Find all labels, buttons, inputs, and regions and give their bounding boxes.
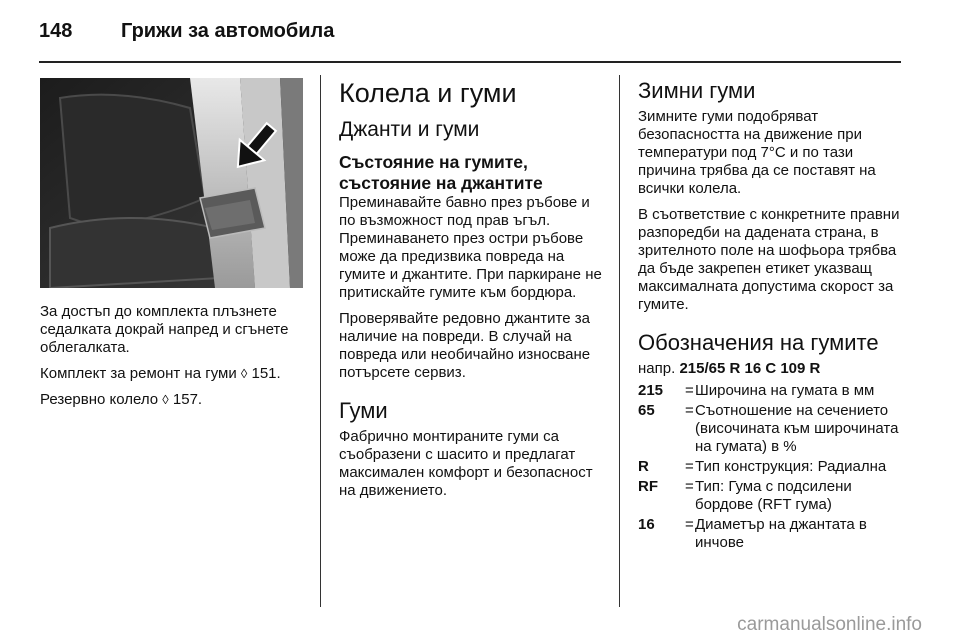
section-heading-wheels-tyres: Колела и гуми — [339, 78, 517, 108]
column-divider-left — [320, 75, 321, 607]
designation-code: 215 — [638, 382, 664, 399]
designation-description: Широчина на гумата в мм — [695, 382, 875, 399]
page-header — [39, 14, 901, 54]
list-item — [638, 516, 904, 552]
repair-kit-label: Комплект за ремонт на гуми — [40, 365, 237, 382]
page-ref-icon: ◊ — [162, 392, 169, 407]
equals-sign: = — [685, 478, 694, 495]
tyres-paragraph: Фабрично монтираните гуми са съобразени с шасито и предлагат максимален комфорт и безопасност на движението. — [339, 428, 593, 499]
list-item — [638, 382, 904, 400]
list-item — [638, 478, 904, 514]
designation-description: Съотношение на сечението (височината към широчината на гумата) в % — [695, 402, 899, 455]
example-prefix: напр. — [638, 360, 676, 377]
column-divider-right — [619, 75, 620, 607]
winter-tyres-paragraph-2: В съответствие с конкретните правни разпоредби на дадената страна, в зрителното поле на шофьора трябва да бъде закрепен етикет указващ максималната допустима скорост за гумите. — [638, 206, 900, 313]
column-right — [638, 78, 904, 554]
heading-winter-tyres: Зимни гуми — [638, 78, 756, 103]
designation-list — [638, 382, 904, 552]
designation-description: Тип конструкция: Радиална — [695, 458, 887, 475]
condition-paragraph-1: Преминавайте бавно през ръбове и по възможност под прав ъгъл. Преминаването през остри ръбове може да предизвика повреда на гумите и джантите. При паркиране не притискайте гумите към бордюра. — [339, 194, 602, 301]
heading-tyres: Гуми — [339, 398, 388, 423]
designation-example — [638, 360, 904, 378]
page-number: 148 — [39, 20, 73, 42]
seat-access-text: За достъп до комплекта плъзнете седалката докрай напред и сгънете облегалката. — [40, 303, 289, 356]
designation-code: R — [638, 458, 649, 475]
list-item — [638, 458, 904, 476]
page-title: Грижи за автомобила — [121, 20, 335, 42]
column-left — [40, 78, 303, 417]
header-rule — [39, 61, 901, 63]
designation-code: 65 — [638, 402, 655, 419]
equals-sign: = — [685, 402, 694, 419]
designation-code: 16 — [638, 516, 655, 533]
column-middle — [339, 78, 605, 508]
repair-kit-page-link[interactable]: 151. — [251, 365, 281, 382]
example-code: 215/65 R 16 C 109 R — [679, 360, 821, 377]
designation-code: RF — [638, 478, 658, 495]
heading-tyre-designations: Обозначения на гумите — [638, 330, 879, 355]
list-item — [638, 402, 904, 456]
seat-access-photo — [40, 78, 303, 288]
designation-description: Тип: Гума с подсилени бордове (RFT гума) — [695, 478, 852, 513]
repair-kit-text — [40, 365, 303, 383]
seat-photo-illustration — [40, 78, 303, 288]
subsection-heading-rims-tyres: Джанти и гуми — [339, 118, 480, 141]
equals-sign: = — [685, 382, 694, 399]
page-ref-icon: ◊ — [240, 366, 248, 381]
spare-wheel-label: Резервно колело — [40, 391, 159, 408]
heading-condition: Състояние на гумите, състояние на джантите — [339, 152, 543, 193]
designation-description: Диаметър на джантата в инчове — [695, 516, 867, 551]
equals-sign: = — [685, 516, 694, 533]
spare-wheel-text — [40, 391, 303, 409]
winter-tyres-paragraph-1: Зимните гуми подобряват безопасността на движение при температури под 7°C и по тази причина трябва да се поставят на всички колела. — [638, 108, 876, 197]
spare-wheel-page-link[interactable]: 157. — [172, 391, 203, 408]
condition-paragraph-2: Проверявайте редовно джантите за наличие на повреди. В случай на повреда или необичайно износване потърсете сервиз. — [339, 310, 591, 381]
watermark: carmanualsonline.info — [737, 614, 922, 635]
equals-sign: = — [685, 458, 694, 475]
